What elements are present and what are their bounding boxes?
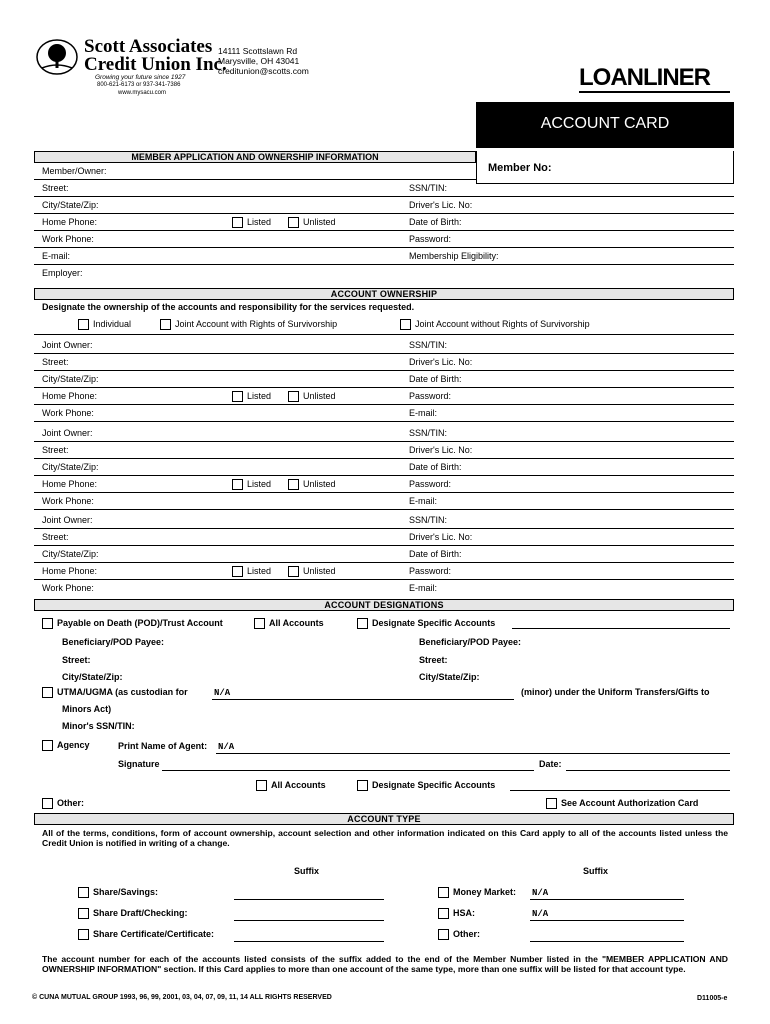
row-member-street[interactable]: [34, 180, 734, 197]
dob-label: Date of Birth:: [409, 217, 462, 227]
agency-all-accounts-option[interactable]: All Accounts: [256, 780, 326, 791]
form-number: D11005-e: [697, 995, 728, 1002]
utma-option[interactable]: UTMA/UGMA (as custodian for: [42, 687, 188, 698]
pod-option[interactable]: Payable on Death (POD)/Trust Account: [42, 618, 223, 629]
password-label: Password:: [409, 566, 452, 576]
agency-checkbox[interactable]: [42, 740, 53, 751]
member-section-header: [34, 151, 476, 163]
listed-checkbox[interactable]: [232, 566, 243, 577]
password-label: Password:: [409, 479, 452, 489]
member-section-title: MEMBER APPLICATION AND OWNERSHIP INFORMATION: [131, 152, 379, 162]
row-joint3-work-phone[interactable]: [34, 580, 734, 597]
listed-checkbox[interactable]: [232, 217, 243, 228]
city-label: City/State/Zip:: [42, 549, 99, 559]
agency-designate-specific-line[interactable]: [510, 790, 730, 791]
email-label: E-mail:: [409, 496, 438, 506]
agent-name-line[interactable]: [216, 753, 730, 754]
license-label: Driver's Lic. No:: [409, 532, 473, 542]
work-phone-label: Work Phone:: [42, 496, 94, 506]
joint-owner-label: Joint Owner:: [42, 515, 93, 525]
beneficiary-label-right: Beneficiary/POD Payee:: [419, 637, 522, 647]
ssn-label: SSN/TIN:: [409, 515, 448, 525]
share-savings-option[interactable]: Share/Savings:: [78, 887, 158, 898]
dob-label: Date of Birth:: [409, 462, 462, 472]
eligibility-label: Membership Eligibility:: [409, 251, 499, 261]
license-label: Driver's Lic. No:: [409, 200, 473, 210]
listed-option[interactable]: Listed: [232, 217, 271, 228]
account-type-header: ACCOUNT TYPE: [34, 813, 734, 825]
address-line3: creditunion@scotts.com: [218, 66, 309, 76]
all-accounts-checkbox[interactable]: [256, 780, 267, 791]
beneficiary-street-label-right: Street:: [419, 655, 448, 665]
home-phone-label: Home Phone:: [42, 479, 98, 489]
cu-name-line2: Credit Union Inc.: [84, 54, 227, 75]
joint-owner-label: Joint Owner:: [42, 340, 93, 350]
agency-designate-specific-option[interactable]: Designate Specific Accounts: [357, 780, 495, 791]
signature-label: Signature: [118, 759, 160, 769]
row-joint1-owner[interactable]: [34, 337, 734, 354]
signature-line[interactable]: [162, 770, 534, 771]
other-checkbox[interactable]: [42, 798, 53, 809]
cu-name-line1: Scott Associates: [84, 36, 213, 57]
account-card-title: ACCOUNT CARD: [540, 115, 670, 132]
credit-union-logo: [36, 38, 78, 76]
hsa-suffix-line[interactable]: [530, 920, 684, 921]
see-auth-option[interactable]: See Account Authorization Card: [546, 798, 698, 809]
row-joint1-home-phone[interactable]: [34, 388, 734, 405]
money-market-option[interactable]: Money Market:: [438, 887, 516, 898]
employer-label: Employer:: [42, 268, 83, 278]
account-number-paragraph: The account number for each of the accounts listed consists of the suffix added to the end of the Member Number listed in the "MEMBER APPLICATION AND OWNERSHIP INFORMATION" section. If this Card applies to more than one account of the same type, more than one suffix will be listed for that account type.: [42, 954, 728, 974]
share-certificate-suffix-line[interactable]: [234, 941, 384, 942]
listed-option[interactable]: Listed: [232, 566, 271, 577]
dob-label: Date of Birth:: [409, 549, 462, 559]
beneficiary-label: Beneficiary/POD Payee:: [62, 637, 165, 647]
unlisted-option[interactable]: Unlisted: [288, 566, 336, 577]
row-joint3-owner[interactable]: [34, 512, 734, 529]
member-no-label: Member No:: [488, 162, 552, 174]
beneficiary-city-label: City/State/Zip:: [62, 672, 123, 682]
row-joint2-street[interactable]: [34, 442, 734, 459]
unlisted-option[interactable]: Unlisted: [288, 479, 336, 490]
designate-specific-line[interactable]: [512, 628, 730, 629]
suffix-right-label: Suffix: [583, 866, 609, 876]
all-accounts-checkbox[interactable]: [254, 618, 265, 629]
see-auth-checkbox[interactable]: [546, 798, 557, 809]
row-joint3-street[interactable]: [34, 529, 734, 546]
email-label: E-mail:: [42, 251, 71, 261]
other-option[interactable]: Other:: [42, 798, 84, 809]
work-phone-label: Work Phone:: [42, 234, 94, 244]
street-label: Street:: [42, 357, 69, 367]
row-member-work-phone[interactable]: [34, 231, 734, 248]
home-phone-label: Home Phone:: [42, 566, 98, 576]
print-agent-label: Print Name of Agent:: [118, 741, 208, 751]
pod-designate-specific-option[interactable]: Designate Specific Accounts: [357, 618, 495, 629]
work-phone-label: Work Phone:: [42, 408, 94, 418]
hsa-checkbox[interactable]: [438, 908, 449, 919]
utma-checkbox[interactable]: [42, 687, 53, 698]
street-label: Street:: [42, 183, 69, 193]
beneficiary-city-label-right: City/State/Zip:: [419, 672, 480, 682]
email-label: E-mail:: [409, 408, 438, 418]
share-savings-suffix-line[interactable]: [234, 899, 384, 900]
city-label: City/State/Zip:: [42, 374, 99, 384]
agent-name-value[interactable]: N/A: [218, 742, 235, 752]
individual-checkbox[interactable]: [78, 319, 89, 330]
row-joint1-work-phone[interactable]: [34, 405, 734, 422]
pod-checkbox[interactable]: [42, 618, 53, 629]
pod-all-accounts-option[interactable]: All Accounts: [254, 618, 324, 629]
money-market-value[interactable]: N/A: [532, 888, 549, 898]
unlisted-option[interactable]: Unlisted: [288, 217, 336, 228]
ssn-label: SSN/TIN:: [409, 428, 448, 438]
email-label: E-mail:: [409, 583, 438, 593]
utma-custodian-value[interactable]: N/A: [214, 688, 231, 698]
row-member-home-phone[interactable]: [34, 214, 734, 231]
password-label: Password:: [409, 391, 452, 401]
agency-option[interactable]: Agency: [42, 740, 90, 751]
utma-suffix: (minor) under the Uniform Transfers/Gifts to: [521, 687, 710, 697]
share-certificate-checkbox[interactable]: [78, 929, 89, 940]
listed-checkbox[interactable]: [232, 391, 243, 402]
city-label: City/State/Zip:: [42, 462, 99, 472]
minor-ssn-label: Minor's SSN/TIN:: [62, 721, 135, 731]
unlisted-checkbox[interactable]: [288, 391, 299, 402]
license-label: Driver's Lic. No:: [409, 357, 473, 367]
share-certificate-option[interactable]: Share Certificate/Certificate:: [78, 929, 214, 940]
hsa-value[interactable]: N/A: [532, 909, 549, 919]
joint-with-survivorship-checkbox[interactable]: [160, 319, 171, 330]
row-member-city[interactable]: [34, 197, 734, 214]
row-joint1-city[interactable]: [34, 371, 734, 388]
row-joint2-city[interactable]: [34, 459, 734, 476]
row-joint3-city[interactable]: [34, 546, 734, 563]
beneficiary-street-label: Street:: [62, 655, 91, 665]
share-draft-option[interactable]: Share Draft/Checking:: [78, 908, 188, 919]
divider: [34, 334, 734, 335]
listed-option[interactable]: Listed: [232, 479, 271, 490]
ssn-label: SSN/TIN:: [409, 183, 448, 193]
member-owner-label: Member/Owner:: [42, 166, 107, 176]
unlisted-checkbox[interactable]: [288, 479, 299, 490]
share-savings-checkbox[interactable]: [78, 887, 89, 898]
other-type-checkbox[interactable]: [438, 929, 449, 940]
row-joint3-home-phone[interactable]: [34, 563, 734, 580]
joint-with-survivorship-option[interactable]: Joint Account with Rights of Survivorship: [160, 319, 337, 330]
cu-phones: 800-621-6173 or 937-341-7386: [97, 82, 181, 88]
street-label: Street:: [42, 445, 69, 455]
account-type-paragraph: All of the terms, conditions, form of account ownership, account selection and other information indicated on this Card apply to all of the accounts listed unless the Credit Union is notified in writing of a change.: [42, 828, 728, 848]
row-joint2-work-phone[interactable]: [34, 493, 734, 510]
street-label: Street:: [42, 532, 69, 542]
designations-header: ACCOUNT DESIGNATIONS: [34, 599, 734, 611]
address-line1: 14111 Scottslawn Rd: [218, 46, 298, 56]
license-label: Driver's Lic. No:: [409, 445, 473, 455]
home-phone-label: Home Phone:: [42, 217, 98, 227]
cu-tagline: Growing your future since 1927: [95, 74, 186, 81]
unlisted-checkbox[interactable]: [288, 217, 299, 228]
money-market-checkbox[interactable]: [438, 887, 449, 898]
minors-act: Minors Act): [62, 704, 112, 714]
listed-option[interactable]: Listed: [232, 391, 271, 402]
row-joint2-owner[interactable]: [34, 425, 734, 442]
share-draft-suffix-line[interactable]: [234, 920, 384, 921]
row-joint1-street[interactable]: [34, 354, 734, 371]
designate-specific-checkbox[interactable]: [357, 780, 368, 791]
ssn-label: SSN/TIN:: [409, 340, 448, 350]
address-line2: Marysville, OH 43041: [218, 56, 300, 66]
city-label: City/State/Zip:: [42, 200, 99, 210]
date-label: Date:: [539, 759, 562, 769]
utma-custodian-line[interactable]: [212, 699, 514, 700]
hsa-option[interactable]: HSA:: [438, 908, 475, 919]
listed-checkbox[interactable]: [232, 479, 243, 490]
suffix-left-label: Suffix: [294, 866, 320, 876]
joint-owner-label: Joint Owner:: [42, 428, 93, 438]
row-member-owner[interactable]: [34, 163, 476, 180]
dob-label: Date of Birth:: [409, 374, 462, 384]
other-type-option[interactable]: Other:: [438, 929, 480, 940]
cu-website: www.mysacu.com: [118, 90, 167, 96]
row-member-email[interactable]: [34, 248, 734, 265]
money-market-suffix-line[interactable]: [530, 899, 684, 900]
share-draft-checkbox[interactable]: [78, 908, 89, 919]
unlisted-option[interactable]: Unlisted: [288, 391, 336, 402]
copyright: © CUNA MUTUAL GROUP 1993, 96, 99, 2001, 03, 04, 07, 09, 11, 14 ALL RIGHTS RESERVED: [32, 994, 332, 1001]
date-line[interactable]: [566, 770, 730, 771]
row-employer[interactable]: [34, 265, 734, 282]
joint-without-survivorship-option[interactable]: Joint Account without Rights of Survivorship: [400, 319, 590, 330]
password-label: Password:: [409, 234, 452, 244]
ownership-header: ACCOUNT OWNERSHIP: [34, 288, 734, 300]
brand-underline: [579, 91, 730, 93]
row-joint2-home-phone[interactable]: [34, 476, 734, 493]
designate-specific-checkbox[interactable]: [357, 618, 368, 629]
unlisted-checkbox[interactable]: [288, 566, 299, 577]
individual-option[interactable]: Individual: [78, 319, 131, 330]
home-phone-label: Home Phone:: [42, 391, 98, 401]
loanliner-brand: LOANLINER: [579, 64, 710, 91]
other-type-suffix-line[interactable]: [530, 941, 684, 942]
work-phone-label: Work Phone:: [42, 583, 94, 593]
joint-without-survivorship-checkbox[interactable]: [400, 319, 411, 330]
ownership-instruction: Designate the ownership of the accounts and responsibility for the services requested.: [42, 302, 415, 312]
